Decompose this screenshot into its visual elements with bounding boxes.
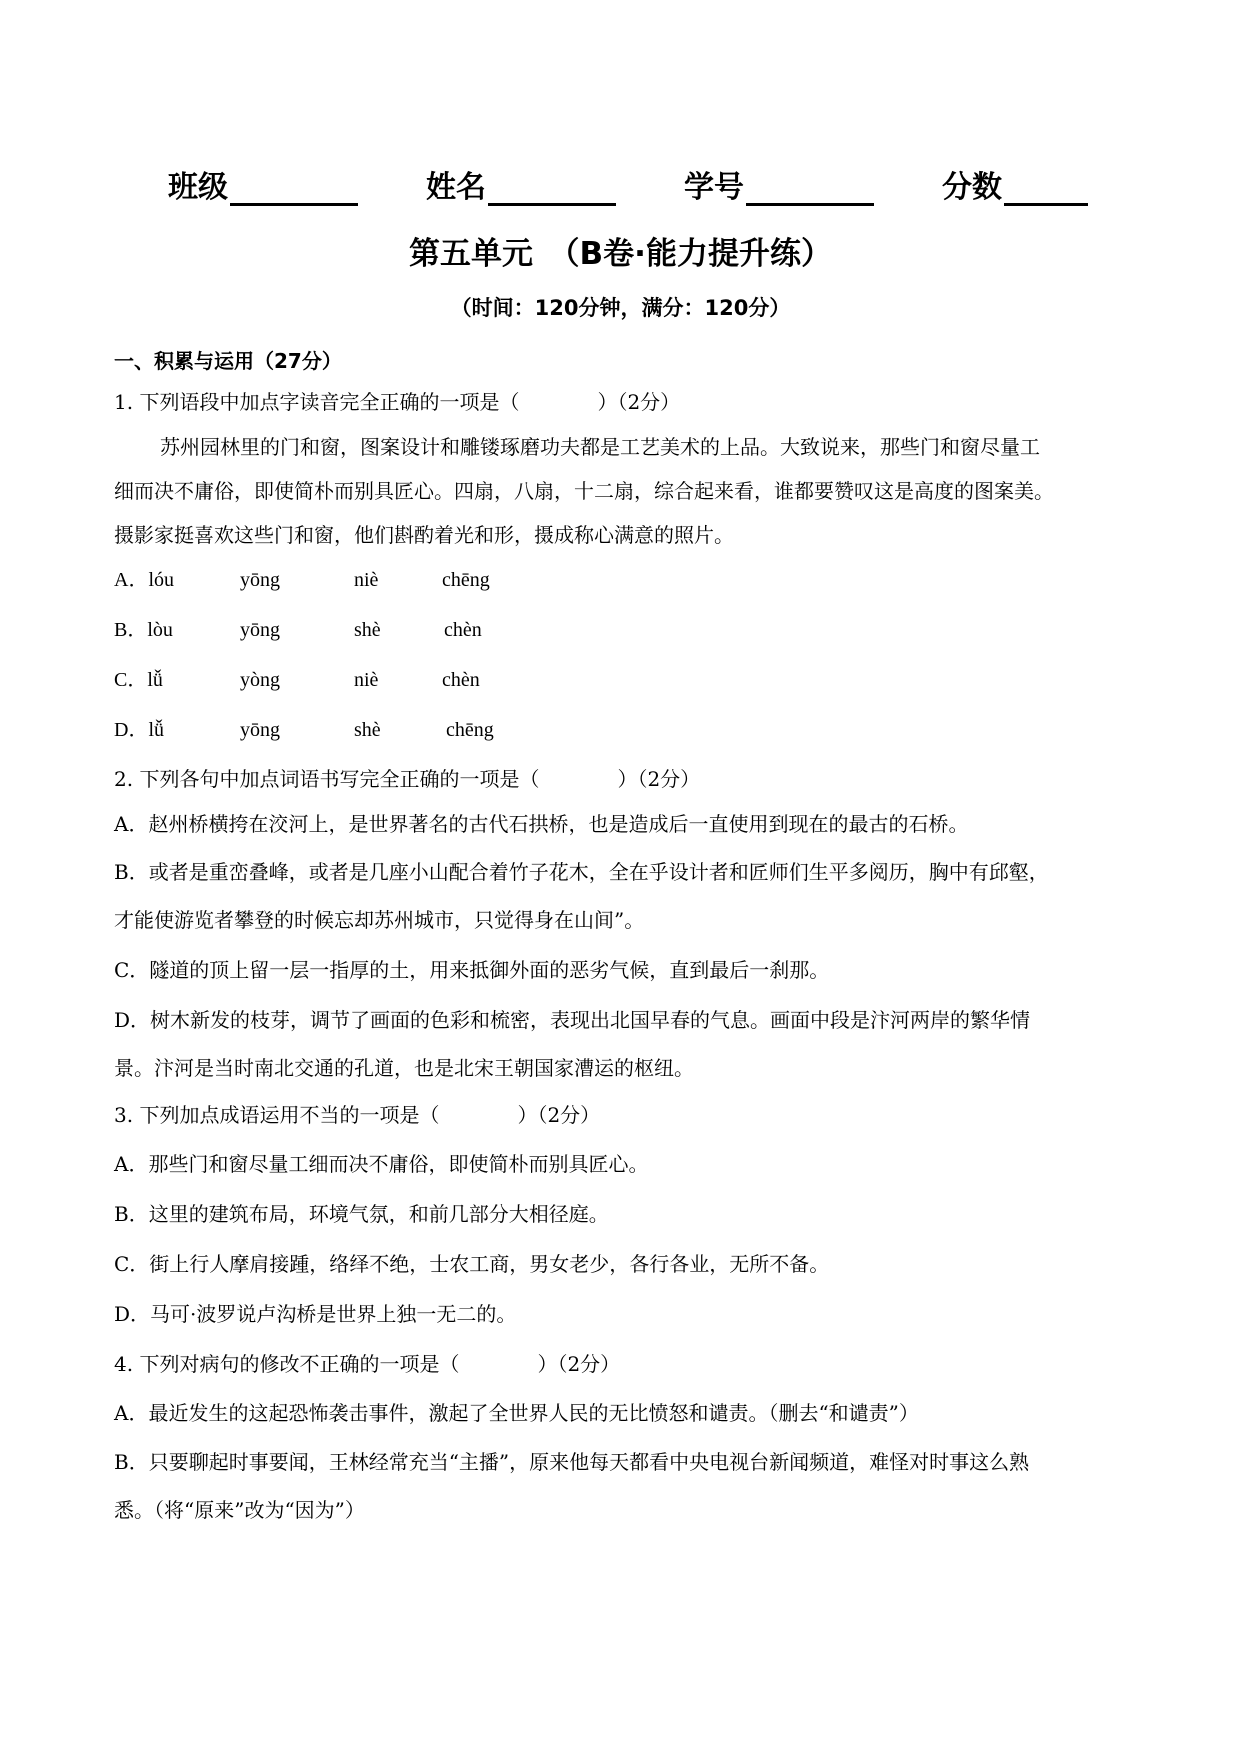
option-b[interactable]: B．只要聊起时事要闻，王林经常充当“主播”，原来他每天都看中央电视台新闻频道，难怪对时事这么熟 [114, 1450, 1030, 1474]
option-d-continued: 景。汴河是当时南北交通的孔道，也是北宋王朝国家漕运的枢纽。 [114, 1056, 694, 1080]
student-id-field [684, 162, 874, 206]
option-a[interactable]: A．那些门和窗尽量工细而决不庸俗，即使简朴而别具匠心。 [114, 1152, 649, 1176]
score-blank[interactable] [1004, 169, 1088, 206]
option-value: yōng [240, 719, 280, 741]
option-label: A．lóu [114, 569, 174, 591]
class-field [168, 162, 358, 206]
option-b-continued: 才能使游览者攀登的时候忘却苏州城市，只觉得身在山间”。 [114, 908, 645, 932]
option-b[interactable]: B．这里的建筑布局，环境气氛，和前几部分大相径庭。 [114, 1202, 609, 1226]
question-3-stem [114, 1101, 600, 1129]
name-field [426, 162, 616, 206]
question-3-text: 3. 下列加点成语运用不当的一项是（ [114, 1103, 440, 1127]
page-title: 第五单元 （B卷·能力提升练） [409, 236, 832, 272]
question-1-stem [114, 388, 680, 416]
class-blank[interactable] [230, 169, 358, 206]
passage-line: 细而决不庸俗，即使简朴而别具匠心。四扇，八扇，十二扇，综合起来看，谁都要赞叹这是高度的图案美。 [114, 479, 1054, 503]
option-b-continued: 悉。（将“原来”改为“因为”） [114, 1498, 365, 1522]
question-4-stem [114, 1350, 620, 1378]
option-value: yòng [240, 669, 280, 691]
option-label: B．lòu [114, 619, 173, 641]
name-blank[interactable] [488, 169, 616, 206]
option-value: chèn [442, 669, 480, 691]
score-field [942, 162, 1088, 206]
question-2-text: 2. 下列各句中加点词语书写完全正确的一项是（ [114, 767, 540, 791]
option-value: shè [354, 619, 381, 641]
option-d[interactable]: D．马可·波罗说卢沟桥是世界上独一无二的。 [114, 1302, 517, 1326]
question-1-text: 1. 下列语段中加点字读音完全正确的一项是（ [114, 390, 520, 414]
passage-line: 苏州园林里的门和窗，图案设计和雕镂琢磨功夫都是工艺美术的上品。大致说来，那些门和窗尽量工 [160, 435, 1040, 459]
question-4-text: 4. 下列对病句的修改不正确的一项是（ [114, 1352, 460, 1376]
option-value: niè [354, 669, 379, 691]
section-heading: 一、积累与运用（27分） [114, 349, 342, 373]
option-value: niè [354, 569, 379, 591]
option-label: C．lǚ [114, 669, 163, 691]
question-1-points: ）（2分） [597, 390, 681, 414]
score-label: 分数 [942, 170, 1002, 205]
option-value: chēng [442, 569, 490, 591]
option-value: shè [354, 719, 381, 741]
option-c[interactable]: C．隧道的顶上留一层一指厚的土，用来抵御外面的恶劣气候，直到最后一刹那。 [114, 958, 830, 982]
option-value: yōng [240, 569, 280, 591]
question-3-points: ）（2分） [517, 1103, 601, 1127]
class-label: 班级 [168, 170, 228, 205]
option-value: chèn [444, 619, 482, 641]
option-a[interactable]: A．最近发生的这起恐怖袭击事件，激起了全世界人民的无比愤怒和谴责。（删去“和谴责”） [114, 1401, 919, 1425]
option-d[interactable]: D．树木新发的枝芽，调节了画面的色彩和梳密，表现出北国早春的气息。画面中段是汴河两岸的繁华情 [114, 1008, 1031, 1032]
student-id-label: 学号 [684, 170, 744, 205]
page-subtitle: （时间：120分钟，满分：120分） [450, 296, 791, 320]
question-4-points: ）（2分） [537, 1352, 621, 1376]
student-id-blank[interactable] [746, 169, 874, 206]
student-info-row [168, 160, 1088, 206]
option-c[interactable]: C．街上行人摩肩接踵，络绎不绝，士农工商，男女老少，各行各业，无所不备。 [114, 1252, 830, 1276]
question-2-stem [114, 765, 700, 793]
passage-line: 摄影家挺喜欢这些门和窗，他们斟酌着光和形，摄成称心满意的照片。 [114, 523, 734, 547]
question-2-points: ）（2分） [617, 767, 701, 791]
name-label: 姓名 [426, 170, 486, 205]
option-value: chēng [446, 719, 494, 741]
option-value: yōng [240, 619, 280, 641]
option-label: D．lǚ [114, 719, 164, 741]
option-b[interactable]: B．或者是重峦叠峰，或者是几座小山配合着竹子花木，全在乎设计者和匠师们生平多阅历，胸中有邱壑， [114, 860, 1049, 884]
option-a[interactable]: A．赵州桥横挎在洨河上，是世界著名的古代石拱桥，也是造成后一直使用到现在的最古的石桥。 [114, 812, 969, 836]
